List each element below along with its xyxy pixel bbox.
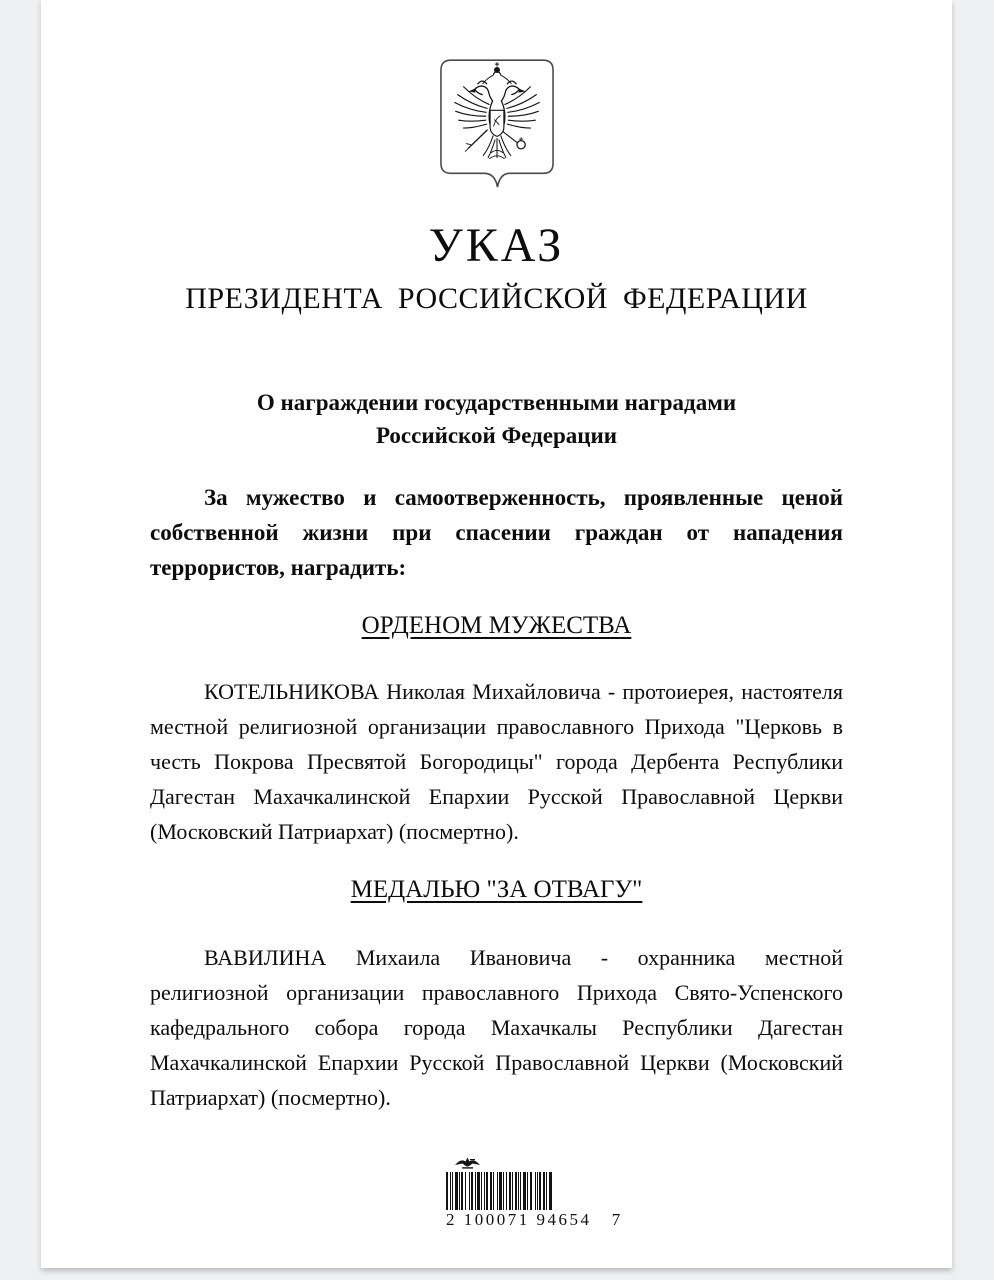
decree-subtitle: ПРЕЗИДЕНТА РОССИЙСКОЙ ФЕДЕРАЦИИ [185, 282, 808, 315]
barcode-bar [446, 1172, 448, 1210]
decree-subject-line-2: Российской Федерации [375, 423, 618, 448]
barcode-bar [465, 1172, 466, 1210]
barcode-bar [490, 1172, 492, 1210]
barcode-bar [477, 1172, 480, 1210]
decree-title: УКАЗ [428, 219, 565, 272]
barcode-bar [481, 1172, 482, 1210]
barcode-bar [475, 1172, 476, 1210]
barcode-bar [520, 1172, 521, 1210]
barcode-number: 2 100071 94654 7 [446, 1210, 623, 1229]
barcode-bar [535, 1172, 536, 1210]
barcode-bar [459, 1172, 460, 1210]
decree-page [41, 0, 952, 1268]
barcode-bar [546, 1172, 547, 1210]
awardee-paragraph-vavilin: ВАВИЛИНА Михаила Ивановича - охранника местной религиозной организации православного Прихода Свято-Успенского кафедрального собора города Махачкалы Республики Дагестан Махачкалинской Епархии Русской Православной Церкви (Московский Патриархат) (посмертно). [150, 945, 843, 1110]
barcode-bars [446, 1172, 571, 1210]
barcode-bar [469, 1172, 470, 1210]
award-heading-order-of-courage: ОРДЕНОМ МУЖЕСТВА [361, 612, 632, 639]
decree-subject-line-1: О награждении государственными наградами [256, 390, 737, 415]
barcode-bar [527, 1172, 528, 1210]
barcode-bar [537, 1172, 538, 1210]
barcode-bar [497, 1172, 498, 1210]
barcode-bar [506, 1172, 507, 1210]
small-eagle-stamp-icon [452, 1155, 484, 1171]
barcode-bar [452, 1172, 453, 1210]
barcode-bar [499, 1172, 502, 1210]
barcode-bar [503, 1172, 504, 1210]
registration-barcode [446, 1155, 623, 1229]
barcode-bar [484, 1172, 485, 1210]
barcode-bar [515, 1172, 517, 1210]
barcode-bar [539, 1172, 541, 1210]
barcode-bar [543, 1172, 545, 1210]
barcode-bar [461, 1172, 463, 1210]
barcode-bar [509, 1172, 511, 1210]
barcode-bar [530, 1172, 532, 1210]
barcode-bar [523, 1172, 526, 1210]
barcode-bar [450, 1172, 451, 1210]
barcode-bar [549, 1172, 552, 1210]
barcode-bar [486, 1172, 488, 1210]
barcode-bar [512, 1172, 513, 1210]
decree-subject [150, 386, 843, 452]
award-heading-medal-for-bravery: МЕДАЛЬЮ "ЗА ОТВАГУ" [350, 876, 643, 903]
coat-of-arms-icon [438, 56, 556, 206]
barcode-bar [518, 1172, 519, 1210]
barcode-bar [471, 1172, 473, 1210]
barcode-bar [455, 1172, 458, 1210]
decree-intro-paragraph: За мужество и самоотверженность, проявленные ценой собственной жизни при спасении граждан от нападения террористов, наградить: [150, 485, 843, 580]
barcode-bar [493, 1172, 494, 1210]
awardee-paragraph-kotelnikov: КОТЕЛЬНИКОВА Николая Михайловича - протоиерея, настоятеля местной религиозной организации православного Прихода "Церковь в честь Покрова Пресвятой Богородицы" города Дербента Республики Дагестан Махачкалинской Епархии Русской Православной Церкви (Московский Патриархат) (посмертно). [150, 679, 843, 844]
decree-content [41, 56, 952, 1229]
